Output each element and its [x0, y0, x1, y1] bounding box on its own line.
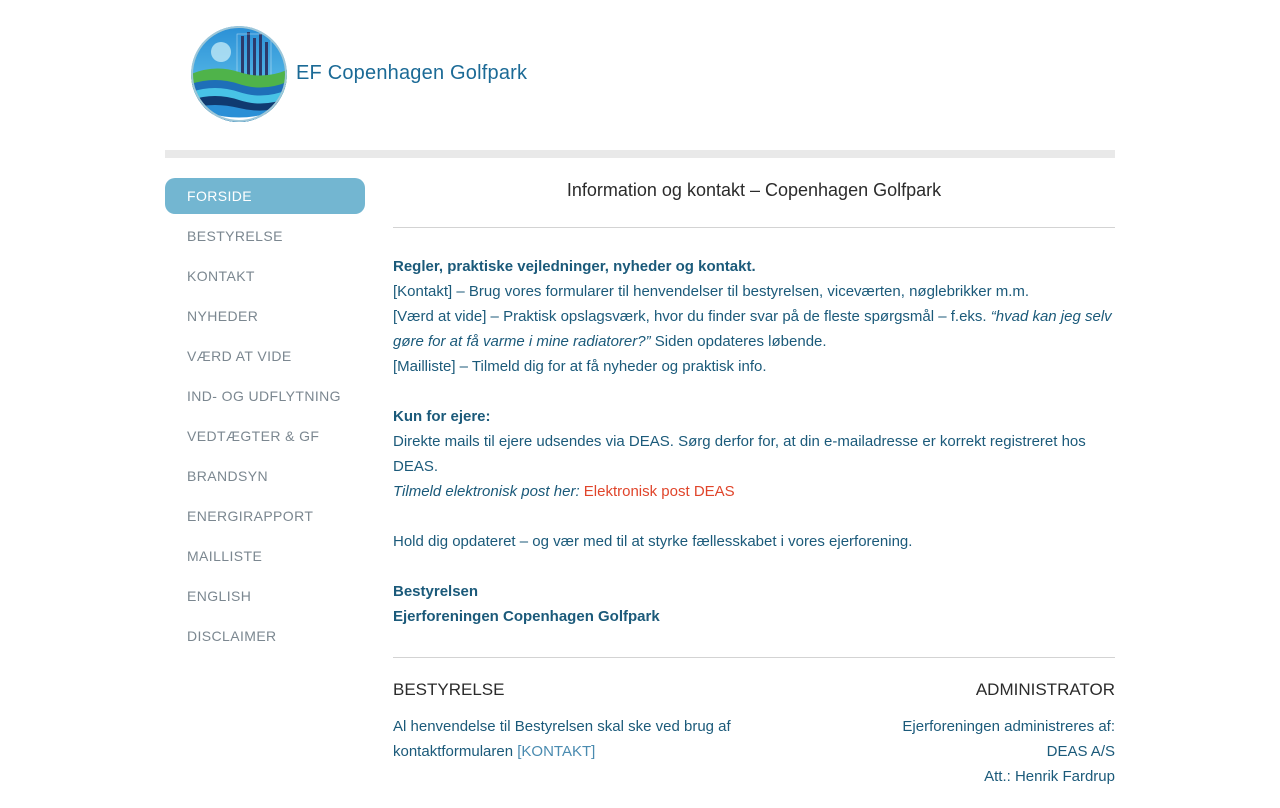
site-title[interactable]: EF Copenhagen Golfpark — [296, 62, 528, 84]
nav-item-ind-og-udflytning[interactable]: IND- OG UDFLYTNING — [187, 388, 341, 404]
nav-item-disclaimer[interactable]: DISCLAIMER — [187, 628, 277, 644]
vaerd-at-vide-link[interactable]: [Værd at vide] — [393, 308, 487, 325]
vaerd-quote: “hvad kan jeg selv gøre for at få varme i mine radiatorer?” — [393, 308, 1112, 350]
footer-board-desc: Al henvendelse til Bestyrelsen skal ske ved brug af kontaktformularen — [393, 718, 731, 760]
vaerd-paragraph — [393, 304, 1115, 354]
intro-heading: Regler, praktiske vejledninger, nyheder og kontakt. — [393, 258, 756, 275]
main-content — [393, 160, 1115, 808]
nav-item-nyheder[interactable]: NYHEDER — [187, 308, 259, 324]
page-wrapper — [165, 0, 1115, 800]
sidebar-nav — [165, 178, 365, 658]
nav-item-vaerd-at-vide[interactable]: VÆRD AT VIDE — [187, 348, 292, 364]
mailliste-link[interactable]: [Mailliste] — [393, 358, 456, 375]
nav-item-english[interactable]: ENGLISH — [187, 588, 252, 604]
owners-heading: Kun for ejere: — [393, 408, 491, 425]
site-header — [165, 0, 1115, 150]
vaerd-text: – Praktisk opslagsværk, hvor du finder svar på de fleste spørgsmål – f.eks. — [486, 308, 991, 325]
article-body — [393, 228, 1115, 629]
nav-item-kontakt[interactable]: KONTAKT — [187, 268, 255, 284]
nav-item-brandsyn[interactable]: BRANDSYN — [187, 468, 268, 484]
closing-text: Hold dig opdateret – og vær med til at styrke fællesskabet i vores ejerforening. — [393, 533, 913, 550]
nav-item-vedtaegter[interactable]: VEDTÆGTER & GF — [187, 428, 320, 444]
kontakt-link[interactable]: [Kontakt] — [393, 283, 453, 300]
nav-item-forside[interactable]: FORSIDE — [165, 178, 365, 214]
signature-association: Ejerforeningen Copenhagen Golfpark — [393, 608, 660, 625]
footer-admin-line1: Ejerforeningen administreres af: — [902, 718, 1115, 735]
nav-item-bestyrelse[interactable]: BESTYRELSE — [187, 228, 283, 244]
footer-kontakt-link[interactable]: [KONTAKT] — [517, 743, 596, 760]
footer-board-text — [393, 714, 733, 764]
nav-item-mailliste[interactable]: MAILLISTE — [187, 548, 263, 564]
footer-admin-line3: Att.: Henrik Fardrup — [984, 768, 1115, 785]
page-title: Information og kontakt – Copenhagen Golfpark — [393, 160, 1115, 228]
eboks-paragraph — [393, 479, 1115, 504]
vaerd-suffix: Siden opdateres løbende. — [650, 333, 827, 350]
footer-columns — [393, 658, 1115, 808]
footer-admin-line2: DEAS A/S — [1046, 743, 1115, 760]
owners-text: Direkte mails til ejere udsendes via DEAS. Sørg derfor for, at din e-mailadresse er korrekt registreret hos DEAS. — [393, 433, 1086, 475]
mailliste-paragraph — [393, 354, 1115, 379]
footer-admin-column — [775, 680, 1115, 789]
kontakt-text: – Brug vores formularer til henvendelser til bestyrelsen, viceværten, nøglebrikker m.m. — [452, 283, 1030, 300]
signature-board: Bestyrelsen — [393, 583, 479, 600]
footer-board-title: BESTYRELSE — [393, 680, 505, 699]
footer-board-column — [393, 680, 733, 764]
header-divider — [165, 150, 1115, 158]
footer-admin-title: ADMINISTRATOR — [975, 680, 1115, 699]
site-logo[interactable] — [191, 26, 287, 122]
eboks-label: Tilmeld elektronisk post her: — [393, 483, 580, 500]
kontakt-paragraph — [393, 279, 1115, 304]
mailliste-text: – Tilmeld dig for at få nyheder og praktisk info. — [455, 358, 767, 375]
nav-item-energirapport[interactable]: ENERGIRAPPORT — [187, 508, 314, 524]
eboks-link[interactable]: Elektronisk post DEAS — [583, 483, 735, 500]
